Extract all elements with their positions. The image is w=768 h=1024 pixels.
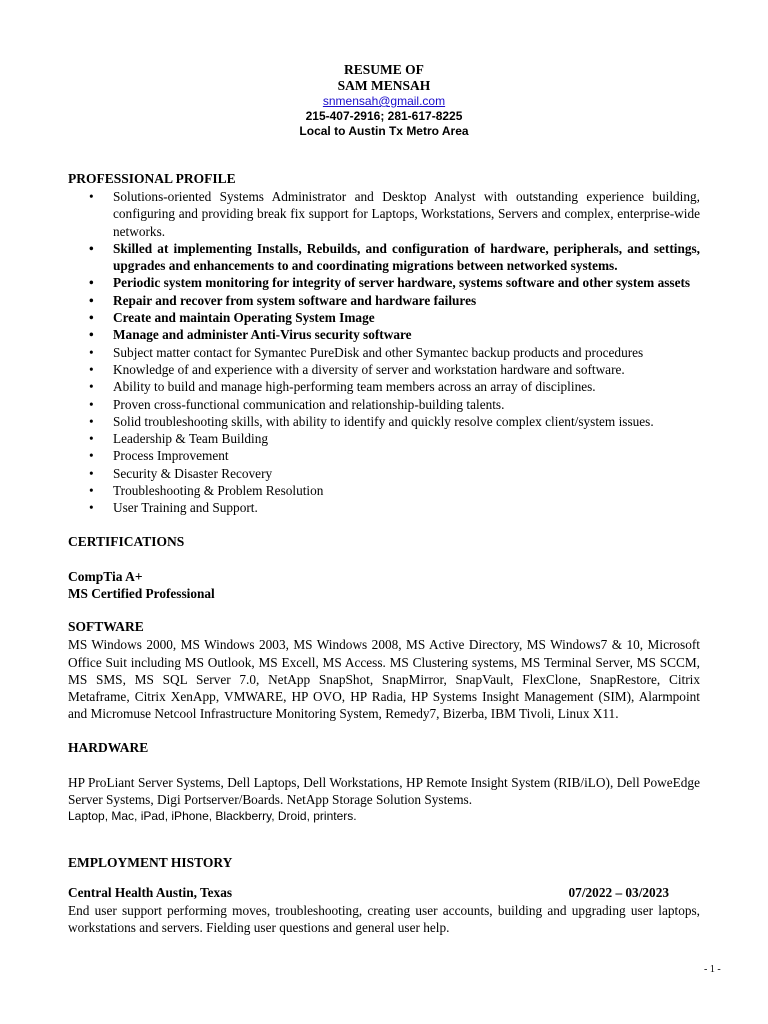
profile-bullet: • Subject matter contact for Symantec PureDisk and other Symantec backup products and procedures	[113, 344, 700, 361]
section-heading-software: SOFTWARE	[68, 619, 144, 635]
job-description: End user support performing moves, troubleshooting, creating user accounts, building and upgrading user laptops, workstations and servers. Fielding user questions and general user help.	[68, 902, 700, 935]
profile-bullet: • Process Improvement	[113, 447, 700, 464]
profile-list	[68, 188, 700, 517]
resume-header	[0, 62, 768, 139]
profile-bullet: • Manage and administer Anti-Virus security software	[113, 326, 700, 343]
location-line: Local to Austin Tx Metro Area	[299, 124, 469, 138]
profile-bullet: • Leadership & Team Building	[113, 430, 700, 447]
email-link[interactable]: snmensah@gmail.com	[322, 94, 446, 108]
section-heading-hardware: HARDWARE	[68, 739, 149, 755]
hardware-devices: Laptop, Mac, iPad, iPhone, Blackberry, Droid, printers.	[68, 809, 357, 824]
job-employer: Central Health Austin, Texas	[68, 885, 233, 901]
profile-bullet: • Solutions-oriented Systems Administrator and Desktop Analyst with outstanding experience building, configuring and providing break fix support for Laptops, Workstations, Servers and complex, enterprise-wide networks.	[113, 188, 700, 240]
section-heading-profile: PROFESSIONAL PROFILE	[68, 171, 236, 186]
profile-bullet: • Knowledge of and experience with a diversity of server and workstation hardware and software.	[113, 361, 700, 378]
profile-bullet: • Repair and recover from system software and hardware failures	[113, 292, 700, 309]
profile-bullet: • Ability to build and manage high-performing team members across an array of disciplines.	[113, 378, 700, 395]
profile-bullet: • Security & Disaster Recovery	[113, 465, 700, 482]
certification-item: CompTia A+	[68, 568, 143, 584]
profile-bullet: • Skilled at implementing Installs, Rebuilds, and configuration of hardware, peripherals, and settings, upgrades and enhancements to and coordinating migrations between networked systems.	[113, 240, 700, 275]
profile-bullet: • Periodic system monitoring for integrity of server hardware, systems software and other system assets	[113, 274, 700, 291]
hardware-list: HP ProLiant Server Systems, Dell Laptops, Dell Workstations, HP Remote Insight System (RIB/iLO), Dell PoweEdge Server Systems, Digi Portserver/Boards. NetApp Storage Solution Systems.	[68, 774, 700, 808]
page-number: - 1 -	[704, 964, 721, 975]
resume-body	[68, 170, 700, 936]
profile-bullet: • Proven cross-functional communication and relationship-building talents.	[113, 396, 700, 413]
candidate-name: SAM MENSAH	[337, 78, 431, 93]
section-heading-employment: EMPLOYMENT HISTORY	[68, 855, 233, 871]
profile-bullet: • User Training and Support.	[113, 499, 700, 516]
software-list: MS Windows 2000, MS Windows 2003, MS Windows 2008, MS Active Directory, MS Windows7 & 10, Microsoft Office Suit including MS Outlook, MS Excell, MS Access. MS Clustering systems, MS Terminal Server, MS SCCM, MS SMS, MS SQL Server 7.0, NetApp SnapShot, SnapMirror, SnapVault, FlexClone, SnapRestore, Citrix Metaframe, Citrix XenApp, VMWARE, HP OVO, HP Radia, HP Systems Insight Management (SIM), Alarmpoint and Micromuse Netcool Infrastructure Monitoring System, Remedy7, Bizerba, IBM Tivoli, Linux X11.	[68, 637, 700, 722]
phone-numbers: 215-407-2916; 281-617-8225	[305, 109, 463, 123]
profile-bullet: • Create and maintain Operating System Image	[113, 309, 700, 326]
profile-bullet: • Solid troubleshooting skills, with ability to identify and quickly resolve complex client/system issues.	[113, 413, 700, 430]
job-dates: 07/2022 – 03/2023	[568, 885, 669, 901]
resume-title: RESUME OF	[344, 62, 424, 77]
section-heading-certifications: CERTIFICATIONS	[68, 533, 185, 549]
profile-bullet: • Troubleshooting & Problem Resolution	[113, 482, 700, 499]
job-header	[68, 884, 669, 901]
certification-item: MS Certified Professional	[68, 585, 215, 601]
